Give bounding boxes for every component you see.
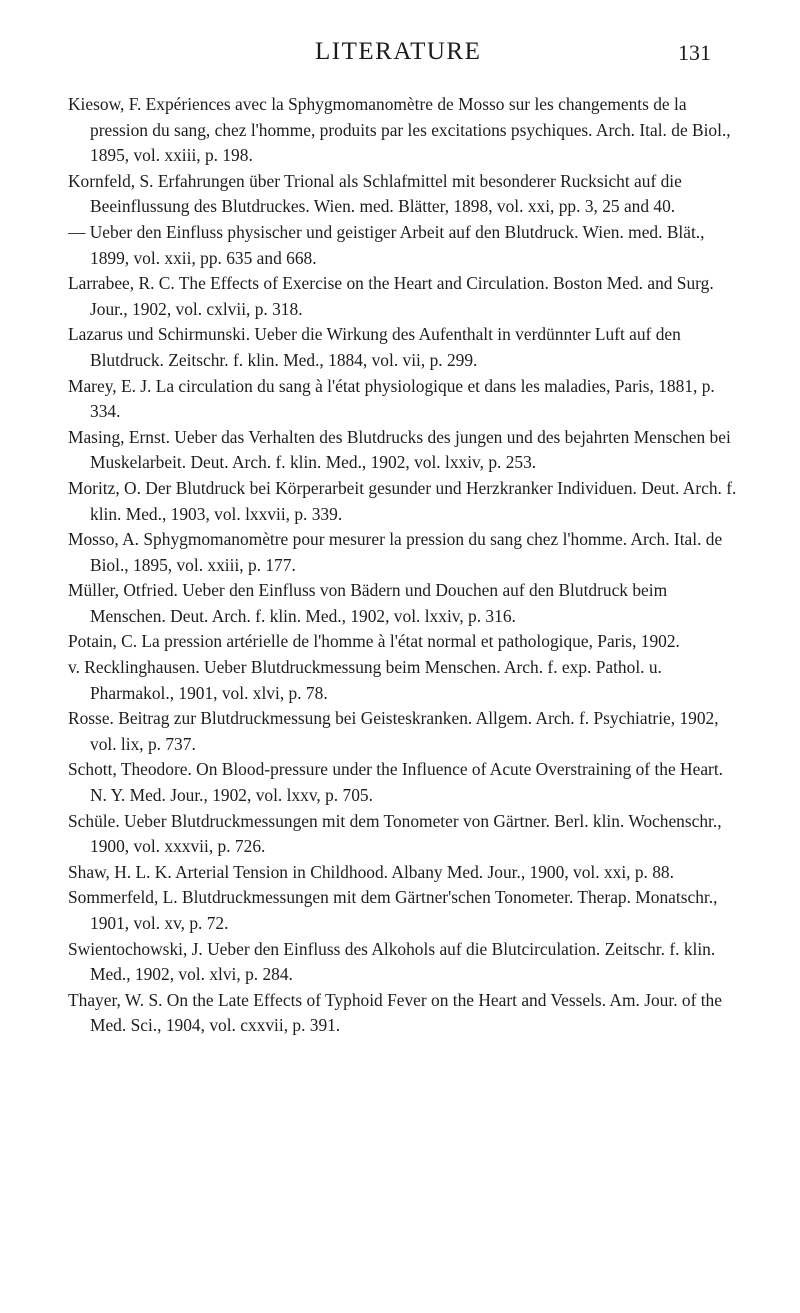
reference-entry: Mosso, A. Sphygmomanomètre pour mesurer la pression du sang chez l'homme. Arch. Ital. de Biol., 1895, vol. xxiii, p. 177. (68, 529, 723, 575)
reference-entry: Schott, Theodore. On Blood-pressure under the Influence of Acute Overstraining of the Heart. N. Y. Med. Jour., 1902, vol. lxxv, p. 705. (68, 759, 724, 806)
reference-entry: Potain, C. La pression artérielle de l'homme à l'état normal et pathologique, Paris, 1902. (68, 631, 680, 652)
reference-entry: Marey, E. J. La circulation du sang à l'état physiologique et dans les maladies, Paris, 1881, p. 334. (68, 375, 715, 422)
reference-entry: Thayer, W. S. On the Late Effects of Typhoid Fever on the Heart and Vessels. Am. Jour. of the Med. Sci., 1904, vol. cxxvii, p. 391. (68, 989, 722, 1036)
running-head (0, 38, 800, 72)
reference-entry: Kiesow, F. Expériences avec la Sphygmomanomètre de Mosso sur les changements de la pression du sang, chez l'homme, produits par les excitations psychiques. Arch. Ital. de Biol., 1895, vol. xxiii, p. 198. (68, 94, 731, 166)
reference-entry: Masing, Ernst. Ueber das Verhalten des Blutdrucks des jungen und des bejahrten Menschen bei Muskelarbeit. Deut. Arch. f. klin. Med., 1902, vol. lxxiv, p. 253. (68, 426, 731, 473)
reference-entry: Moritz, O. Der Blutdruck bei Körperarbeit gesunder und Herzkranker Individuen. Deut. Arch. f. klin. Med., 1903, vol. lxxvii, p. 339. (68, 477, 737, 524)
page-number: 131 (678, 40, 711, 65)
reference-entry: — Ueber den Einfluss physischer und geistiger Arbeit auf den Blutdruck. Wien. med. Blät., 1899, vol. xxii, pp. 635 and 668. (68, 221, 705, 268)
reference-entry: Shaw, H. L. K. Arterial Tension in Childhood. Albany Med. Jour., 1900, vol. xxi, p. 88. (68, 861, 674, 882)
reference-entry: Schüle. Ueber Blutdruckmessungen mit dem Tonometer von Gärtner. Berl. klin. Wochenschr., 1900, vol. xxxvii, p. 726. (68, 810, 722, 857)
reference-entry: Müller, Otfried. Ueber den Einfluss von Bädern und Douchen auf den Blutdruck beim Menschen. Deut. Arch. f. klin. Med., 1902, vol. lxxiv, p. 316. (68, 580, 668, 626)
reference-entry: Lazarus und Schirmunski. Ueber die Wirkung des Aufenthalt in verdünnter Luft auf den Blutdruck. Zeitschr. f. klin. Med., 1884, vol. vii, p. 299. (68, 324, 681, 370)
reference-entry: Kornfeld, S. Erfahrungen über Trional als Schlafmittel mit besonderer Rucksicht auf die Beeinflussung des Blutdruckes. Wien. med. Blätter, 1898, vol. xxi, pp. 3, 25 and 40. (68, 170, 682, 217)
reference-entry: Rosse. Beitrag zur Blutdruckmessung bei Geisteskranken. Allgem. Arch. f. Psychiatrie, 1902, vol. lix, p. 737. (68, 708, 719, 754)
reference-list (68, 92, 740, 1039)
reference-entry: Swientochowski, J. Ueber den Einfluss des Alkohols auf die Blutcirculation. Zeitschr. f. klin. Med., 1902, vol. xlvi, p. 284. (68, 938, 716, 985)
reference-entry: Sommerfeld, L. Blutdruckmessungen mit dem Gärtner'schen Tonometer. Therap. Monatschr., 1901, vol. xv, p. 72. (68, 887, 718, 933)
reference-entry: Larrabee, R. C. The Effects of Exercise on the Heart and Circulation. Boston Med. and Surg. Jour., 1902, vol. cxlvii, p. 318. (68, 273, 714, 319)
reference-entry: v. Recklinghausen. Ueber Blutdruckmessung beim Menschen. Arch. f. exp. Pathol. u. Pharmakol., 1901, vol. xlvi, p. 78. (68, 657, 662, 703)
running-title: LITERATURE (315, 38, 482, 65)
